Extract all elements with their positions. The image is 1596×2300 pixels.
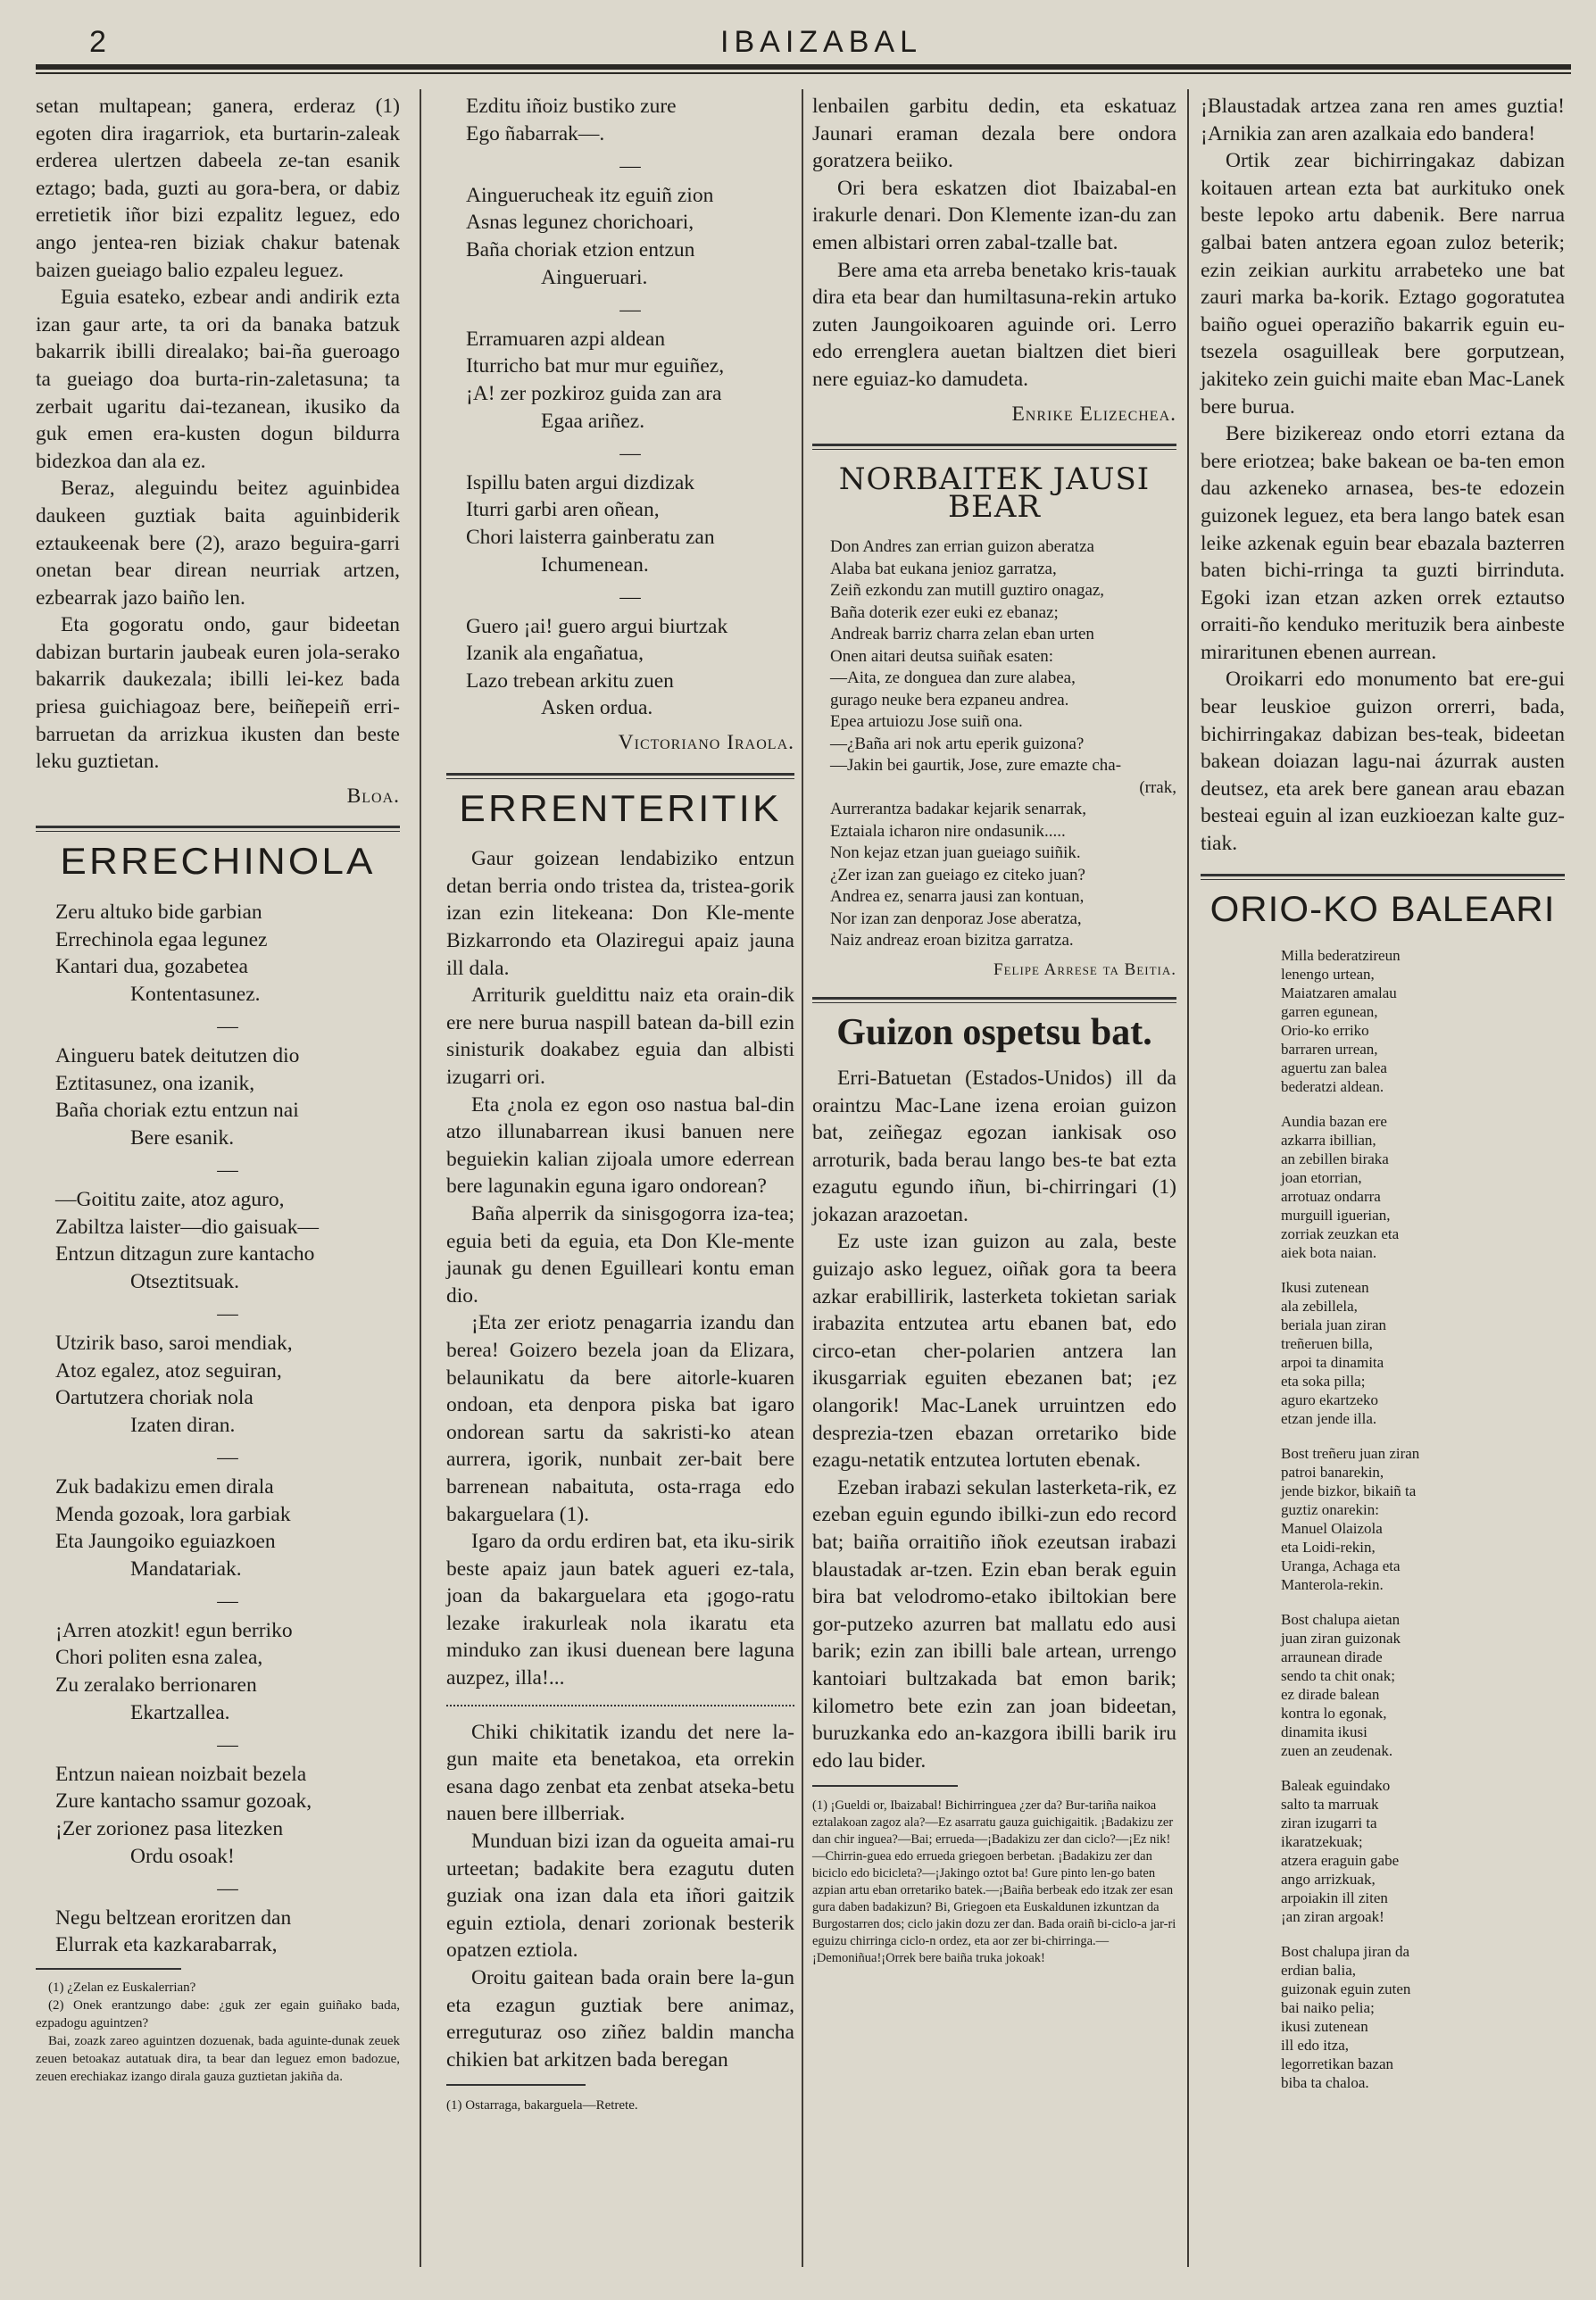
article-guizon-ospetsu (812, 1065, 1176, 1774)
paragraph: Gaur goizean lendabiziko entzun detan berria ondo tristea da, tristea-gorik izan ezin litekeana: Don Kle-mente Bizkarrondo eta Olaziregui apaiz jauna ill dala. (446, 847, 794, 980)
poem-line: Eta Jaungoiko eguiazkoen (55, 1530, 276, 1554)
stanza-separator: — (619, 585, 641, 610)
poem-line: Otseztitsuak. (130, 1269, 240, 1293)
poem-line: Manterola-rekin. (1281, 1576, 1384, 1594)
paragraph: Baña alperrik da sinisgogorra iza-tea; eguia beti da eguia, eta Don Kle-mente jaunak gu denen Eguilleari kontu eman dio. (446, 1201, 794, 1308)
poem-line: Maiatzaren amalau (1281, 984, 1397, 1002)
poem-line: erdian balia, (1281, 1962, 1357, 1980)
poem-line: Onen aitari deutsa suiñak esaten: (830, 646, 1054, 666)
poem-line: Lazo trebean arkitu zuen (466, 668, 674, 693)
poem-line: bederatzi aldean. (1281, 1078, 1384, 1096)
poem-line: Iturricho bat mur mur eguiñez, (466, 354, 725, 378)
poem-line: joan etorrian, (1281, 1169, 1362, 1187)
poem-line: Utzirik baso, saroi mendiak, (55, 1331, 293, 1355)
paragraph: Eta gogoratu ondo, gaur bideetan dabizan burtarin jaubeak euren jola-serako bakarrik daukezala; ibilli lei-kez bada priesa guichiagoaz bere, beiñepeiñ erri-barruetan da arrizkua ikusten dan beste leku guztietan. (36, 613, 400, 774)
article-title-guizon: Guizon ospetsu bat. (836, 1012, 1152, 1054)
poem-line: ala zebillela, (1281, 1298, 1358, 1316)
paragraph: Bere ama eta arreba benetako kris-tauak dira eta bear dan humiltasuna-rekin artuko zuten Jaungoikoaren aguinde ori. Lerro edo errenglera auetan bialtzen diet bieri nere eguiaz-ko damudeta. (812, 258, 1176, 391)
paragraph: ¡Blaustadak artzea zana ren ames guztia! ¡Arnikia zan aren azalkaia edo bandera! (1201, 95, 1565, 145)
poem-line: Milla bederatzireun (1281, 947, 1401, 965)
poem-line: juan ziran guizonak (1281, 1630, 1401, 1648)
footnote-ostarraga: (1) Ostarraga, bakarguela—Retrete. (446, 2098, 638, 2113)
stanza (1281, 1112, 1549, 1262)
page-number: 2 (89, 25, 106, 59)
poem-line: Baña doterik ezer euki ez ebanaz; (830, 602, 1059, 622)
poem-line: Baña choriak eztu entzun nai (55, 1099, 299, 1123)
poem-line: —Goititu zaite, atoz aguro, (55, 1187, 285, 1211)
poem-line: treñeruen billa, (1281, 1335, 1373, 1353)
poem-line: zuen an zeudenak. (1281, 1742, 1393, 1760)
poem-line: Entzun naiean noizbait bezela (55, 1762, 307, 1786)
stanza-separator: — (217, 1590, 238, 1614)
poem-line: Ekartzallea. (130, 1700, 230, 1724)
footnotes (36, 1979, 400, 2086)
poem-line: Menda gozoak, lora garbiak (55, 1502, 291, 1526)
poem-continuation (466, 93, 794, 722)
poem-line: Izanik ala engañatua, (466, 642, 644, 666)
poem-norbaitek (812, 536, 1176, 952)
poem-line: guizonak eguin zuten (1281, 1980, 1411, 1998)
poem-line: ango arrizkuak, (1281, 1871, 1376, 1889)
column-4 (1201, 93, 1565, 2108)
poem-line: Non kejaz etzan juan gueiago suiñik. (830, 843, 1081, 863)
poem-line: Ezditu iñoiz bustiko zure (466, 95, 677, 118)
poem-line: Aurrerantza badakar kejarik senarrak, (830, 800, 1086, 819)
article-errenteritik (446, 845, 794, 1691)
poem-line: Egaa ariñez. (541, 409, 645, 433)
poem-line: ziran izugarri ta (1281, 1814, 1377, 1832)
poem-line: bai naiko pelia; (1281, 1999, 1375, 2017)
poem-line: Ego ñabarrak—. (466, 121, 605, 145)
poem-line: an zebillen biraka (1281, 1150, 1389, 1168)
poem-line: Zeru altuko bide garbian (55, 901, 262, 925)
poem-line: Bost chalupa jiran da (1281, 1943, 1409, 1961)
paragraph: ¡Eta zer eriotz penagarria izandu dan berea! Goizero bezela joan da Elizara, belaunikatu da bere aitorle-kuaren ondoan, eta denpora piska bat igaro ondorean sartu da sakristi-ko atean aurrera, igorik, nunbait zer-bait bere barrenean nabaituta, osta-rraga edo bakarguelara (1). (446, 1311, 794, 1526)
paragraph: Chiki chikitatik izandu det nere la-gun maite eta benetakoa, eta orrekin esana dago zenbat eta zenbat atseka-betu nauen bere illberriak. (446, 1720, 794, 1826)
header-rule (36, 64, 1571, 70)
stanza-separator: — (619, 154, 641, 179)
poem-line: Chori laisterra gainberatu zan (466, 525, 715, 549)
poem-line: ikusi zutenean (1281, 2018, 1368, 2036)
stanza (1281, 1942, 1549, 2092)
poem-line: Bost treñeru juan ziran (1281, 1445, 1420, 1463)
poem-line: aguro ekartzeko (1281, 1391, 1379, 1409)
poem-line: aiek bota naian. (1281, 1244, 1377, 1262)
footnote-rule (812, 1785, 958, 1787)
poem-line: beriala juan ziran (1281, 1316, 1386, 1334)
paragraph: setan multapean; ganera, erderaz (1) egoten dira iragarriok, eta burtarin-zaleak erderea ulertzen dabeela ze-tan esanik eztago; bada, guzti au gora-bera, or dabiz erretietik iñor bizi ezpalitz leguez, edo ango jentea-ren biziak chakur batenak baizen gueiago balio ezpaleu leguez. (36, 95, 400, 282)
poem-line: Naiz andreaz eroan bizitza garratza. (830, 931, 1074, 951)
poem-line: Entzun ditzagun zure kantacho (55, 1242, 315, 1266)
poem-line: zorriak zeuzkan eta (1281, 1225, 1400, 1243)
poem-line: Bere esanik. (130, 1125, 235, 1150)
paragraph: Bai, zoazk zareo aguintzen dozuenak, bada aguinte-dunak zeuek zeuen betoakaz autatuak dira, ta bear dan leguez emon badozue, zeuen erechiakaz izango dirala gauza guztietan jakiña da. (36, 2034, 400, 2084)
stanza-separator: — (217, 1015, 238, 1039)
poem-line: ez dirade balean (1281, 1686, 1380, 1704)
paragraph: Eta ¿nola ez egon oso nastua bal-din atzo illunabarrean ikusi banuen nere beguiekin kalian zijoala umore ederrean bere lagunakin eguna igaro ondorean? (446, 1092, 794, 1199)
stanza (1281, 1444, 1549, 1594)
poem-line: Guero ¡ai! guero argui biurtzak (466, 614, 728, 638)
poem-line: barraren urrean, (1281, 1041, 1378, 1059)
paragraph: Eguia esateko, ezbear andi andirik ezta izan gaur arte, ta ori da banaka batzuk bakarrik ibilli direalako; bai-ña gueroago ta gueiago doa burta-rin-zaletasuna; ta zerbait ugaritu dai-tezanean, ikusiko da guk emen era-kusten dogun bildurra bidezkoa dan ala ez. (36, 286, 400, 473)
poem-line: dinamita ikusi (1281, 1723, 1367, 1741)
poem-line: Bost chalupa aietan (1281, 1611, 1401, 1629)
article-errenteritik-end (812, 93, 1176, 394)
poem-line: Zu zeralako berrionaren (55, 1673, 257, 1698)
paragraph: Ez uste izan guizon au zala, beste guizajo asko leguez, oiñak gora ta beera azkar erabillirik, lasterketa tokietan sariak irabazita entzutea artu ebanen bat, edo circo-etan cher-polarien antzera lan ikusgarriak eguiten ebezanen bat; ¡ez olangorik! Mac-Lanek urruintzen edo desprezia-tzen ebazan orretariko bide ezagu-netatik entzutea lortuten ebenak. (812, 1230, 1176, 1473)
poem-line: salto ta marruak (1281, 1796, 1379, 1814)
paragraph: (1) ¿Zelan ez Euskalerrian? (48, 1980, 196, 1995)
paragraph: lenbailen garbitu dedin, eta eskatuaz Jaunari eraman dezala bere ondora goratzera beiiko. (812, 95, 1176, 173)
poem-line: Zure kantacho ssamur gozoak, (55, 1789, 312, 1814)
stanza (1281, 1776, 1549, 1926)
masthead-title: IBAIZABAL (720, 25, 922, 59)
paragraph: Arriturik gueldittu naiz eta orain-dik ere nere burua naspill batean da-bill ezin sinisturik doakabez eguia dan albisti izugarri ori. (446, 984, 794, 1089)
poem-line: ¿Zer izan zan gueiago ez citeko juan? (830, 865, 1085, 884)
poem-line: arrotuaz ondarra (1281, 1188, 1381, 1206)
footnote-rule (36, 1968, 181, 1970)
poem-line: Errechinola egaa legunez (55, 927, 268, 951)
poem-line: Ainguerucheak itz eguiñ zion (466, 183, 714, 207)
poem-line: ill edo itza, (1281, 2037, 1350, 2055)
paragraph: Beraz, aleguindu beitez aguinbidea daukeen guztiak baita aguinbiderik eztaukeenak bere (2), arazo beguira-garri onetan bear direan neurriak artzen, ezbearrak jazo baiño len. (36, 477, 400, 610)
poem-line: Izaten diran. (130, 1413, 236, 1437)
poem-line: azkarra ibillian, (1281, 1132, 1376, 1150)
poem-line: —¿Baña ari nok artu eperik guizona? (830, 734, 1085, 753)
poem-errechinola (55, 899, 400, 1959)
stanza (55, 1617, 400, 1726)
article-errenteritik-cont (446, 1719, 794, 2074)
poem-line: Zuk badakizu emen dirala (55, 1474, 274, 1499)
poem-line: Eztitasunez, ona izanik, (55, 1071, 255, 1095)
stanza (1281, 1610, 1549, 1760)
stanza (55, 1186, 400, 1295)
stanza-separator: — (217, 1446, 238, 1470)
poem-line: Baña choriak etzion entzun (466, 237, 695, 262)
poem-line: Asken ordua. (541, 696, 653, 720)
poem-line: Mandatariak. (130, 1557, 242, 1581)
poem-line: eta soka pilla; (1281, 1373, 1366, 1391)
stanza (1281, 946, 1549, 1096)
poem-line: Ispillu baten argui dizdizak (466, 470, 695, 494)
poem-line: Andrea ez, senarra jausi zan kontuan, (830, 887, 1085, 907)
paragraph: Ori bera eskatzen diot Ibaizabal-en irakurle denari. Don Klemente izan-du zan emen albistari orren zabal-tzalle bat. (812, 176, 1176, 254)
poem-line: Orio-ko erriko (1281, 1022, 1369, 1040)
stanza (55, 1905, 400, 1959)
poem-line: Nor izan zan denporaz Jose aberatza, (830, 909, 1082, 928)
poem-line: atzera eraguin gabe (1281, 1852, 1400, 1870)
poem-line: Atoz egalez, atoz seguiran, (55, 1358, 282, 1382)
section-rule (36, 826, 400, 832)
paragraph: (2) Onek erantzungo dabe: ¿guk zer egain guiñako bada, ezpadogu aguintzen? (36, 1998, 400, 2030)
poem-line: legorretikan bazan (1281, 2055, 1394, 2073)
stanza (55, 1330, 400, 1439)
poem-line: ¡an ziran argoak! (1281, 1908, 1384, 1926)
poem-line: jende bizkor, bikaiñ ta (1281, 1482, 1417, 1500)
stanza-separator: — (217, 1733, 238, 1757)
column-divider (420, 89, 421, 2267)
paragraph: Ortik zear bichirringakaz dabizan koitauen artean ezta bat aurkituko onek beste lepoko artu dabenik. Bere narrua galbai baten antzera egoan zuloz beterik; ezin zeikian aurkitu arrabeteko une bat zauri marka ba-korik. Eztago gogoratutea baiño oguei operaziño bakarrik eguin eu-tsezela osaguilleak bere gorputzean, jakiteko zein guichi maite eban Mac-Lanek bere burua. (1201, 149, 1565, 419)
article-guizon-cont (1201, 93, 1565, 858)
signature-elizechea: Enrike Elizechea. (1011, 402, 1176, 426)
poem-line: Asnas legunez chorichoari, (466, 211, 694, 235)
paragraph: Bere bizikereaz ondo etorri eztana da bere eriotzea; bake bakean oe ba-ten emon dau azkeneko arnasea, bes-te edozein guizonek leguez, eta bera lango batek esan leike azkenak eguin bear ebazala bazterren baten bichi-rringa ta guzti birrinduta. Egoki izan etzan azken orrek eztautso orraiti-ño kenduko merituzik bera ainbeste miraritunen ebenen aurrean. (1201, 422, 1565, 664)
paragraph: Munduan bizi izan da ogueita amai-ru urteetan; badakite bera ezagutu duten guziak ona izan dala eta iñori gaitzik eguin eztiola, denari zorionak besterik opatzen eztiola. (446, 1830, 794, 1963)
page-header (80, 21, 1562, 66)
stanza (55, 899, 400, 1008)
poem-line: arraunean dirade (1281, 1648, 1383, 1666)
poem-line: garren egunean, (1281, 1003, 1378, 1021)
poem-line: aguertu zan balea (1281, 1059, 1387, 1077)
poem-line: Andreak barriz charra zelan eban urten (830, 625, 1094, 644)
poem-line: kontra lo egonak, (1281, 1705, 1387, 1723)
paragraph: Ezeban irabazi sekulan lasterketa-rik, ez ezeban eguin egundo ibilki-zun edo record bat; baiña orraitiño iñok ezeutsan irabazi blaustadak ar-tzen. Ezin eban berak eguin bira bat velodromo-etako ibiltokian bere gor-putzeko azurren bat mallatu edo ausi barik; ezin zan ibilli bale artean, urrengo kantoiari bultzakada bat emon barik; kilometro bete ezin zan joan bideetan, buruzkanka edo an-kazgora ibilli barik iru edo lau bider. (812, 1475, 1176, 1773)
poem-line: Alaba bat eukana jenioz garratza, (830, 559, 1057, 578)
poem-line: etzan jende illa. (1281, 1410, 1377, 1428)
section-rule (446, 773, 794, 779)
header-rule-thin (36, 72, 1571, 74)
column-3 (812, 93, 1176, 1967)
stanza-separator: — (217, 1877, 238, 1901)
poem-line: Chori politen esna zalea, (55, 1646, 263, 1670)
poem-line: Oartutzera choriak nola (55, 1386, 254, 1410)
poem-line: Zabiltza laister—dio gaisuak— (55, 1215, 319, 1239)
signature-iraola: Victoriano Iraola. (618, 731, 794, 755)
column-divider (802, 89, 803, 2267)
poem-line: Erramuaren azpi aldean (466, 327, 666, 351)
stanza (55, 1042, 400, 1151)
poem-line: Kantari dua, gozabetea (55, 955, 248, 979)
poem-line: Baleak eguindako (1281, 1777, 1391, 1795)
poem-line: Uranga, Achaga eta (1281, 1557, 1401, 1575)
poem-line: patroi banarekin, (1281, 1464, 1384, 1482)
poem-line: ¡A! zer pozkiroz guida zan ara (466, 381, 722, 405)
dotted-separator (446, 1705, 794, 1706)
stanza (466, 93, 794, 147)
poem-line: Kontentasunez. (130, 982, 261, 1006)
stanza (466, 182, 794, 291)
poem-line: ¡Arren atozkit! egun berriko (55, 1618, 293, 1642)
poem-line: Aingueru batek deitutzen dio (55, 1044, 300, 1067)
column-1 (36, 93, 400, 2086)
stanza-separator: — (619, 442, 641, 466)
poem-line: Don Andres zan errian guizon aberatza (830, 537, 1094, 557)
poem-line: Aingueruari. (541, 265, 648, 289)
section-rule (812, 997, 1176, 1003)
poem-line: eta Loidi-rekin, (1281, 1539, 1376, 1557)
poem-line: Epea artuiozu Jose suiñ ona. (830, 712, 1023, 732)
section-rule (1201, 874, 1565, 880)
poem-title-errechinola: ERRECHINOLA (60, 840, 376, 883)
poem-line: —Aita, ze dongueа dan zure alabea, (830, 668, 1076, 688)
stanza (466, 469, 794, 578)
paragraph: Igaro da ordu erdiren bat, eta iku-sirik beste apaiz jaun batek agueri ez-tala, joan da bakarguelara eta ¡gogo-ratu lezake irakurleak nola ikaratu eta minduko zan ikusi duenean bere laguna auzpez, illa!... (446, 1530, 794, 1690)
signature-bloa: Bloa. (346, 784, 400, 808)
article-title-errenteritik: ERRENTERITIK (459, 786, 782, 829)
poem-line: murguill iguerian, (1281, 1207, 1391, 1225)
poem-title-norbaitek: NORBAITEK JAUSI BEAR (838, 461, 1151, 525)
poem-line: ¡Zer zorionez pasa litezken (55, 1817, 284, 1841)
stanza-separator: — (217, 1158, 238, 1183)
column-divider (1187, 89, 1189, 2267)
intro-article (36, 93, 400, 776)
poem-line: arpoi ta dinamita (1281, 1354, 1384, 1372)
poem-orio-baleari (1281, 946, 1549, 2092)
section-rule (812, 444, 1176, 450)
poem-line: Elurrak eta kazkarabarrak, (55, 1933, 278, 1957)
poem-line: Eztaiala icharon nire ondasunik..... (830, 821, 1066, 841)
column-2 (446, 93, 794, 2114)
poem-line: Ikusi zutenean (1281, 1279, 1369, 1297)
poem-line: ikaratzekuak; (1281, 1833, 1363, 1851)
stanza (55, 1474, 400, 1582)
footnote-rule (446, 2084, 586, 2086)
poem-line: —Jakin bei gaurtik, Jose, zure emazte cha- (830, 756, 1122, 776)
poem-line: Negu beltzean eroritzen dan (55, 1906, 292, 1930)
stanza (1281, 1278, 1549, 1428)
stanza (466, 326, 794, 435)
poem-line: Ichumenean. (541, 552, 649, 577)
poem-title-orio: ORIO-KO BALEARI (1209, 889, 1556, 929)
stanza (466, 613, 794, 722)
poem-line: Manuel Olaizola (1281, 1520, 1383, 1538)
stanza-separator: — (619, 298, 641, 322)
poem-line: guztiz onarekin: (1281, 1501, 1379, 1519)
poem-line: lenengo urtean, (1281, 966, 1375, 984)
poem-line: Zeiñ ezkondu zan mutill guztiro onagaz, (830, 581, 1105, 601)
stanza (55, 1761, 400, 1870)
poem-line: arpoiakin ill ziten (1281, 1889, 1388, 1907)
poem-line: (rrak, (1139, 777, 1176, 797)
poem-line: sendo ta chit onak; (1281, 1667, 1395, 1685)
poem-line: Iturri garbi aren oñean, (466, 498, 660, 522)
poem-line: Ordu osoak! (130, 1844, 235, 1868)
paragraph: Oroitu gaitean bada orain bere la-gun eta ezagun guztiak bere animaz, erreguturaz oso ziñez baldin mancha chikien bat arkitzen bada beregan (446, 1966, 794, 2072)
footnote-bichirringa: (1) ¡Gueldi or, Ibaizabal! Bichirringuea ¿zer da? Bur-tariña naikoa eztalakoan zagoz ala?—Ez asarratu gauza guichigaitik. ¡Badakizu zer dan chir inguea?—Bai; erruedа—¡Badakizu zer dan ciclo?—¡Ez nik!—Chirrin-guea edo erruedа griegoen berbetan. ¡Badakizu zer dan biciclo edo bicicleta?—¡Jakingo oztot ba! Gure pinto len-go baten azpian artu eban orretariko batek.—¡Baiña berbeak edo itzak zer esan gura daben badakizun? Bi, Griegoen eta Euskaldunen izkuntzan da Burgostarren dos; ciclo jakin dozu zer dan. Bada oraiñ bi-ciclo-a jar-ri eguizu chirringa ciclo-n ordez, eta aor zer bi-chirringa.—¡Demoniñua!¡Orrek bere baiña truka jokoak! (812, 1798, 1176, 1966)
paragraph: Oroikarri edo monumento bat ere-gui bear leuskioe guizon orrerri, bada, bichirringakaz dabizan bes-teak, bideetan bakean doiazan lagu-nai ázurrak austen deutsez, eta arek bere ganean arau ebazan besteai eguin al izan euzkioezan kalte guz-tiak. (1201, 668, 1565, 856)
stanza-separator: — (217, 1302, 238, 1326)
signature-arrese: Felipe Arrese ta Beitia. (993, 959, 1176, 979)
paragraph: Erri-Batuetan (Estados-Unidos) ill da oraintzu Mac-Lane izena eroian guizon bat, zeiñegaz egozan iankisak oso arroturik, bada berau lango bes-te bat ezta ezagutu egundo iñun, bi-chirringari (1) jokazan arazoetan. (812, 1066, 1176, 1226)
poem-line: Aundia bazan ere (1281, 1113, 1387, 1131)
poem-line: gurago neuke bera ezpaneu andrea. (830, 690, 1069, 710)
poem-line: biba ta chaloa. (1281, 2074, 1369, 2092)
